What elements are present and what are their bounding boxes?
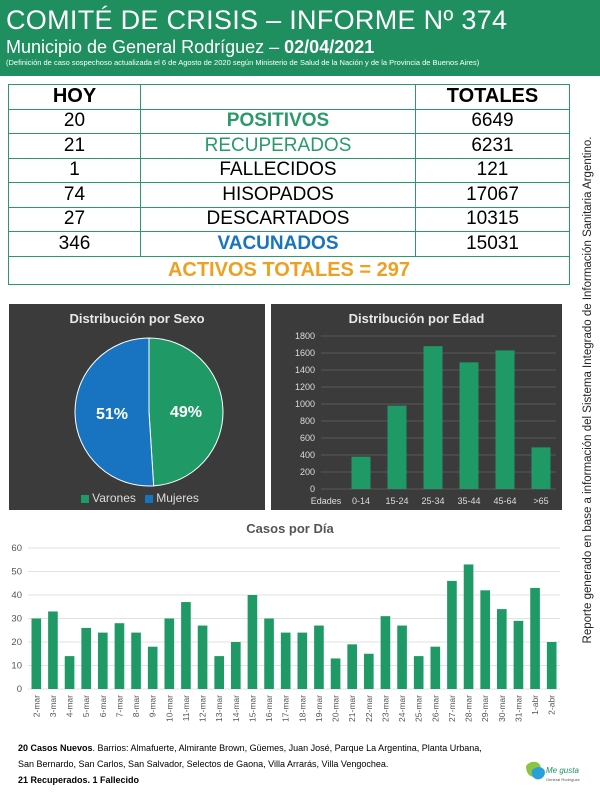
hoy-value: 27	[9, 207, 141, 232]
legend-label-varones: Varones	[92, 491, 136, 505]
municipality-label: Municipio de General Rodríguez –	[6, 37, 285, 57]
sex-distribution-panel	[9, 304, 265, 510]
total-value: 15031	[416, 232, 570, 257]
day-bar	[464, 564, 474, 689]
day-bar	[48, 611, 58, 689]
side-note-text: Reporte generado en base a información del Sistema Integrado de Información Sanitaria Argentino.	[582, 136, 594, 644]
day-bar	[397, 626, 407, 689]
stats-row-descartados	[9, 207, 570, 232]
stats-row-hisopados	[9, 183, 570, 208]
age-bar	[460, 362, 479, 489]
active-total-row	[9, 256, 570, 284]
day-bar	[514, 621, 524, 689]
x-tick-label: 22-mar	[363, 695, 374, 722]
x-tick-label: 25-mar	[413, 695, 424, 722]
y-tick-label: 40	[11, 590, 22, 601]
x-tick-label: 1-abr	[530, 695, 541, 715]
x-tick-label: 15-24	[385, 496, 409, 506]
daily-cases-chart	[0, 535, 575, 735]
x-tick-label: 12-mar	[197, 695, 208, 722]
stats-row-positivos	[9, 109, 570, 134]
x-tick-label: 9-mar	[147, 695, 158, 718]
x-tick-label: 5-mar	[81, 695, 92, 718]
total-value: 6649	[416, 109, 570, 134]
footer-line-2: San Bernardo, San Carlos, San Salvador, Selectos de Gaona, Villa Arrarás, Villa Vengochea.	[18, 759, 389, 769]
y-tick-label: 200	[299, 467, 315, 477]
hoy-header: HOY	[9, 85, 141, 110]
day-bar	[547, 642, 557, 689]
hoy-value: 21	[9, 134, 141, 159]
x-tick-label: 6-mar	[97, 695, 108, 718]
y-tick-label: 1400	[294, 365, 315, 375]
x-tick-label: 35-44	[457, 496, 481, 506]
x-tick-label: 14-mar	[230, 695, 241, 722]
x-tick-label: 11-mar	[180, 695, 191, 722]
row-label: RECUPERADOS	[141, 134, 416, 159]
stats-row-fallecidos	[9, 158, 570, 183]
row-label: VACUNADOS	[141, 232, 416, 257]
stats-table	[8, 84, 570, 285]
x-tick-label: 20-mar	[330, 695, 341, 722]
x-tick-label: 2-abr	[546, 695, 557, 715]
y-tick-label: 0	[16, 684, 22, 695]
row-label: FALLECIDOS	[141, 158, 416, 183]
day-bar	[248, 595, 258, 689]
y-tick-label: 800	[299, 416, 315, 426]
y-tick-label: 600	[299, 433, 315, 443]
footer-line-1	[18, 740, 528, 756]
x-tick-label: 16-mar	[264, 695, 275, 722]
new-cases-label: 20 Casos Nuevos	[18, 743, 93, 753]
age-bar	[424, 346, 443, 489]
logo-subtext: General Rodríguez	[546, 777, 580, 782]
day-bar	[331, 658, 341, 689]
stats-row-recuperados	[9, 134, 570, 159]
day-bar	[131, 633, 141, 689]
total-value: 6231	[416, 134, 570, 159]
hoy-value: 1	[9, 158, 141, 183]
age-bar	[352, 457, 371, 489]
x-tick-label: 25-34	[421, 496, 445, 506]
x-tick-label: 21-mar	[347, 695, 358, 722]
x-tick-label: 27-mar	[446, 695, 457, 722]
day-bar	[198, 626, 208, 689]
stats-row-vacunados	[9, 232, 570, 257]
x-tick-label: 19-mar	[313, 695, 324, 722]
x-tick-label: 18-mar	[297, 695, 308, 722]
x-tick-label: 3-mar	[47, 695, 58, 718]
x-tick-label: >65	[533, 496, 549, 506]
day-bar	[430, 647, 440, 689]
report-header	[0, 0, 600, 76]
x-tick-label: 28-mar	[463, 695, 474, 722]
sex-pie-chart	[9, 304, 265, 510]
age-distribution-panel	[271, 304, 562, 510]
day-bar	[347, 644, 357, 689]
day-bar	[281, 633, 291, 689]
day-bar	[414, 656, 424, 689]
row-label: DESCARTADOS	[141, 207, 416, 232]
x-tick-label: 24-mar	[397, 695, 408, 722]
age-bar	[496, 350, 515, 489]
x-tick-label: 0-14	[351, 496, 371, 506]
sex-chart-title: Distribución por Sexo	[69, 311, 205, 326]
y-tick-label: 400	[299, 450, 315, 460]
day-bar	[497, 609, 507, 689]
day-bar	[480, 590, 490, 689]
hoy-value: 346	[9, 232, 141, 257]
day-bar	[115, 623, 125, 689]
day-bar	[530, 588, 540, 689]
label-header	[141, 85, 416, 110]
y-tick-label: 1800	[294, 331, 315, 341]
day-bar	[81, 628, 91, 689]
x-tick-label: 7-mar	[114, 695, 125, 718]
x-tick-label: 4-mar	[64, 695, 75, 718]
report-date: 02/04/2021	[284, 37, 375, 57]
barrios-text: . Barrios: Almafuerte, Almirante Brown, Güemes, Juan José, Parque La Argentina, Planta Urbana,	[92, 743, 482, 753]
report-subtitle	[6, 36, 594, 58]
y-tick-label: 1600	[294, 348, 315, 358]
total-value: 121	[416, 158, 570, 183]
day-bar	[65, 656, 75, 689]
day-bar	[264, 619, 274, 690]
footer-line-3	[18, 772, 528, 788]
y-tick-label: 0	[309, 484, 315, 494]
sex-legend	[9, 491, 265, 505]
row-label: HISOPADOS	[141, 183, 416, 208]
day-bar	[364, 654, 374, 689]
definition-note: (Definición de caso sospechoso actualizada el 6 de Agosto de 2020 según Ministerio de Salud de la Nación y de la Provincia de Buenos Aires)	[6, 58, 480, 67]
age-chart-title: Distribución por Edad	[348, 311, 485, 326]
totales-header: TOTALES	[416, 85, 570, 110]
day-bar	[181, 602, 191, 689]
y-tick-label: 1200	[294, 382, 315, 392]
pie-value-label: 49%	[169, 403, 202, 421]
legend-swatch-varones	[81, 495, 89, 503]
total-value: 17067	[416, 183, 570, 208]
x-tick-label: 31-mar	[513, 695, 524, 722]
y-tick-label: 10	[11, 660, 22, 672]
y-tick-label: 20	[11, 637, 22, 648]
row-label: POSITIVOS	[141, 109, 416, 134]
y-tick-label: 30	[11, 613, 22, 625]
pie-value-label: 51%	[96, 406, 129, 424]
x-tick-label: 10-mar	[164, 695, 175, 722]
y-tick-label: 50	[11, 566, 22, 578]
day-bar	[231, 642, 241, 689]
report-title: COMITÉ DE CRISIS – INFORME Nº 374	[6, 5, 508, 35]
day-bar	[164, 619, 174, 690]
footer-notes	[18, 740, 528, 788]
x-tick-label: 15-mar	[247, 695, 258, 722]
legend-swatch-mujeres	[145, 495, 153, 503]
y-tick-label: 60	[11, 543, 22, 554]
municipality-logo	[518, 760, 580, 792]
daily-chart-title: Casos por Día	[246, 521, 334, 536]
x-axis-title: Edades	[310, 496, 342, 506]
x-tick-label: 30-mar	[496, 695, 507, 722]
hoy-value: 74	[9, 183, 141, 208]
hoy-value: 20	[9, 109, 141, 134]
age-bar-chart	[271, 304, 562, 510]
logo-text: Me gusta	[546, 766, 579, 775]
recovered-text: 21 Recuperados. 1 Fallecido	[18, 775, 140, 785]
day-bar	[214, 656, 224, 689]
day-bar	[447, 581, 457, 689]
age-bar	[532, 447, 551, 489]
day-bar	[297, 633, 307, 689]
day-bar	[98, 633, 108, 689]
x-tick-label: 2-mar	[31, 695, 42, 718]
day-bar	[381, 616, 391, 689]
day-bar	[148, 647, 158, 689]
stats-header-row	[9, 85, 570, 110]
x-tick-label: 45-64	[493, 496, 517, 506]
legend-label-mujeres: Mujeres	[156, 491, 199, 505]
x-tick-label: 17-mar	[280, 695, 291, 722]
x-tick-label: 29-mar	[480, 695, 491, 722]
active-total: ACTIVOS TOTALES = 297	[9, 256, 570, 284]
day-bar	[31, 619, 41, 690]
total-value: 10315	[416, 207, 570, 232]
x-tick-label: 8-mar	[131, 695, 142, 718]
x-tick-label: 26-mar	[430, 695, 441, 722]
day-bar	[314, 626, 324, 689]
x-tick-label: 23-mar	[380, 695, 391, 722]
x-tick-label: 13-mar	[214, 695, 225, 722]
age-bar	[388, 406, 407, 489]
y-tick-label: 1000	[294, 399, 315, 409]
